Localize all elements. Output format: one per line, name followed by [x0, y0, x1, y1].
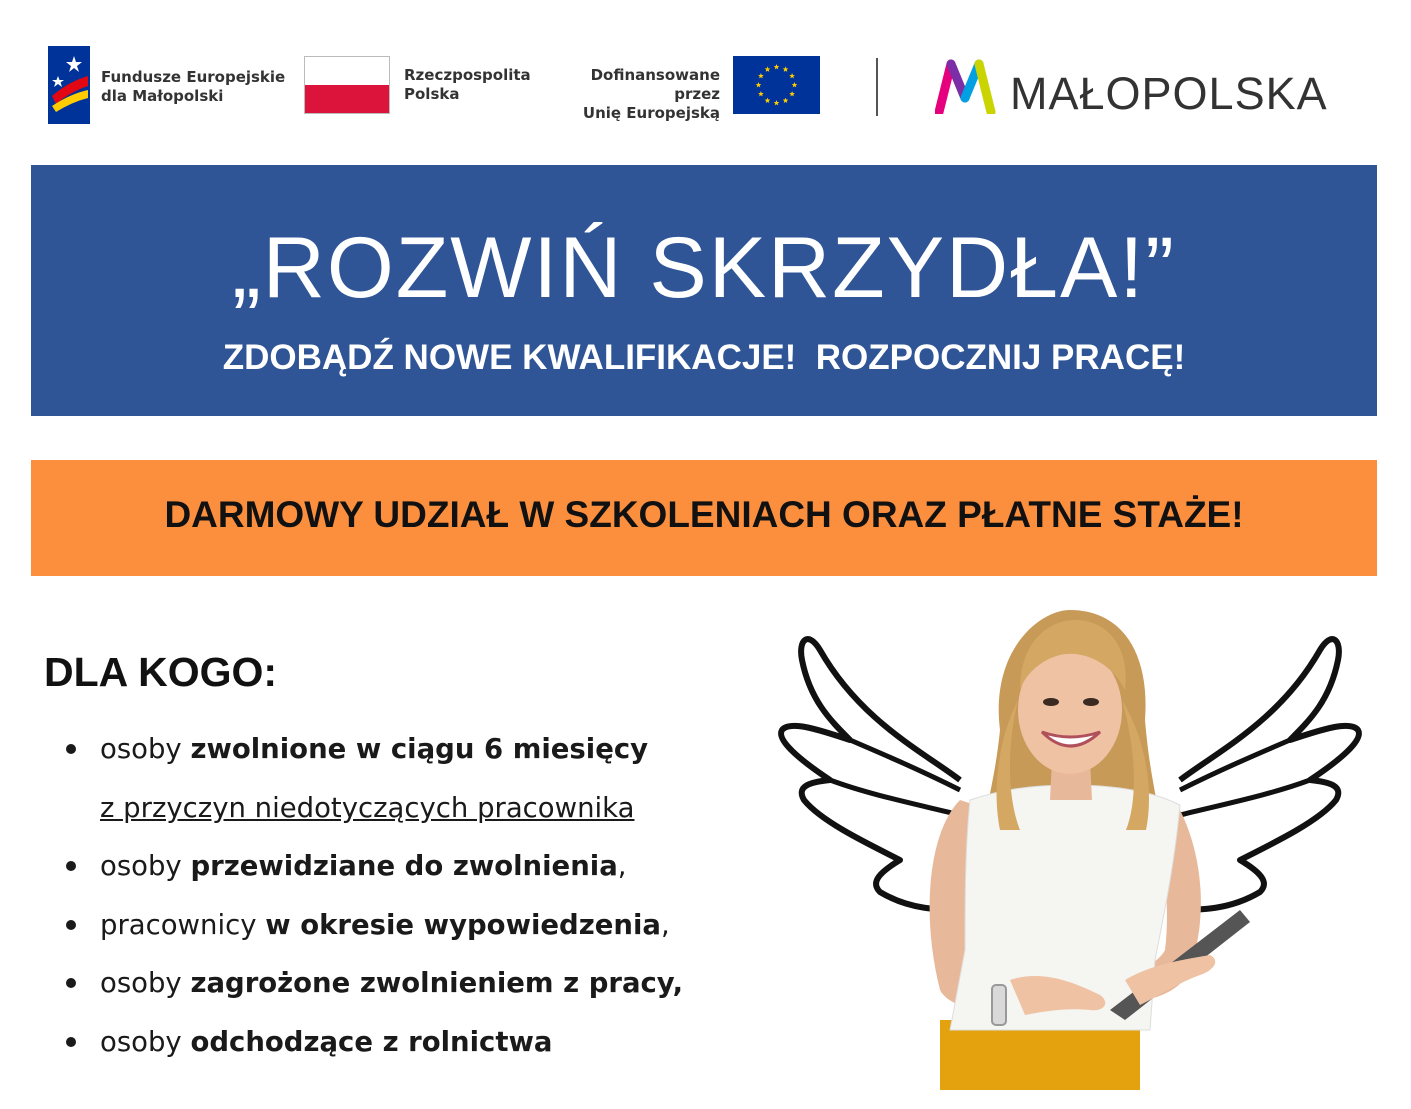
bullet-icon — [66, 744, 76, 754]
list-item: pracownicy w okresie wypowiedzenia, — [62, 896, 742, 955]
eu-flag-icon — [733, 56, 820, 114]
european-funds-logo-icon — [48, 46, 90, 124]
audience-list — [62, 720, 742, 1071]
watch-icon — [992, 985, 1006, 1025]
woman-with-wings-illustration — [770, 610, 1370, 1090]
bullet-icon — [66, 978, 76, 988]
audience-heading: DLA KOGO: — [44, 649, 278, 695]
bullet-icon — [66, 1037, 76, 1047]
eu-cofunding-label: Dofinansowane przez Unię Europejską — [582, 66, 720, 122]
offer-banner — [31, 460, 1377, 576]
headline-banner — [31, 165, 1377, 416]
bullet-icon — [66, 920, 76, 930]
headline-title: „ROZWIŃ SKRZYDŁA!” — [232, 220, 1176, 316]
list-item: osoby zwolnione w ciągu 6 miesięcy z przyczyn niedotyczących pracownika — [62, 720, 742, 837]
republic-of-poland-label: Rzeczpospolita Polska — [404, 66, 531, 103]
headline-subtitle: ZDOBĄDŹ NOWE KWALIFIKACJE! ROZPOCZNIJ PRACĘ! — [222, 338, 1186, 377]
logo-bar — [0, 0, 1411, 150]
list-item: osoby odchodzące z rolnictwa — [62, 1013, 742, 1072]
right-wing-icon — [1175, 639, 1359, 910]
malopolska-m-logo-icon — [935, 58, 997, 114]
poland-flag-icon — [304, 56, 390, 114]
offer-text: DARMOWY UDZIAŁ W SZKOLENIACH ORAZ PŁATNE STAŻE! — [164, 494, 1244, 535]
bullet-icon — [66, 861, 76, 871]
malopolska-wordmark: MAŁOPOLSKA — [1010, 68, 1328, 119]
list-item-continuation: z przyczyn niedotyczących pracownika — [100, 791, 635, 824]
list-item: osoby zagrożone zwolnieniem z pracy, — [62, 954, 742, 1013]
logo-divider — [876, 58, 878, 116]
list-item: osoby przewidziane do zwolnienia, — [62, 837, 742, 896]
european-funds-label: Fundusze Europejskie dla Małopolski — [101, 68, 286, 105]
